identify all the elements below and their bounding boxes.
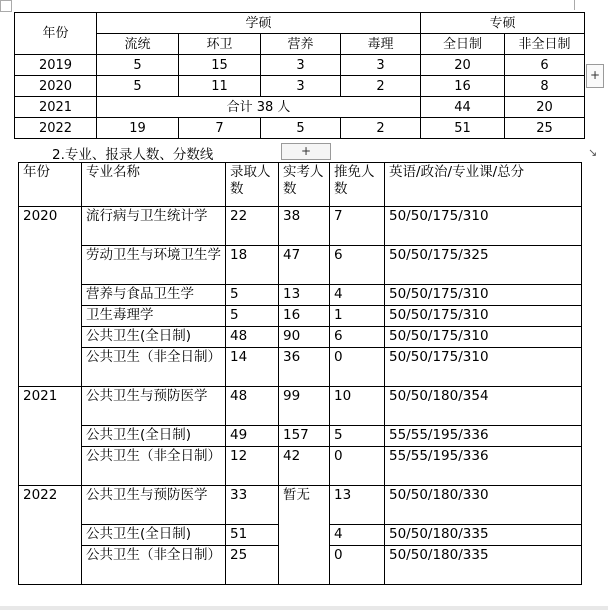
count-cell: 3 <box>261 55 341 76</box>
year-cell: 2022 <box>19 486 82 585</box>
count-cell: 16 <box>421 76 505 97</box>
count-cell: 20 <box>505 97 585 118</box>
table-row <box>15 13 585 34</box>
tested-cell: 157 <box>279 426 330 447</box>
exempt-cell: 0 <box>330 447 385 486</box>
table-row <box>15 118 585 139</box>
major-cell: 流行病与卫生统计学 <box>82 207 226 246</box>
table-move-handle[interactable] <box>0 0 12 12</box>
score-cell: 50/50/180/330 <box>385 486 582 525</box>
exempt-cell: 0 <box>330 546 385 585</box>
add-column-button[interactable]: + <box>586 64 604 88</box>
count-cell: 3 <box>341 55 421 76</box>
count-cell: 20 <box>421 55 505 76</box>
header-cell: 推免人数 <box>330 163 385 207</box>
major-cell: 公共卫生与预防医学 <box>82 486 226 525</box>
major-cell: 营养与食品卫生学 <box>82 285 226 306</box>
score-cell: 50/50/175/310 <box>385 348 582 387</box>
table-row <box>19 387 582 426</box>
admitted-cell: 18 <box>226 246 279 285</box>
exempt-cell: 4 <box>330 525 385 546</box>
count-cell: 6 <box>505 55 585 76</box>
exempt-cell: 10 <box>330 387 385 426</box>
year-cell: 2021 <box>15 97 97 118</box>
count-cell: 7 <box>179 118 261 139</box>
tested-cell: 38 <box>279 207 330 246</box>
score-cell: 50/50/180/335 <box>385 546 582 585</box>
admitted-cell: 48 <box>226 327 279 348</box>
exempt-cell: 6 <box>330 327 385 348</box>
count-cell: 3 <box>261 76 341 97</box>
tested-cell: 42 <box>279 447 330 486</box>
count-cell: 51 <box>421 118 505 139</box>
major-cell: 劳动卫生与环境卫生学 <box>82 246 226 285</box>
major-cell: 公共卫生(全日制) <box>82 327 226 348</box>
table-row <box>15 76 585 97</box>
tested-cell: 36 <box>279 348 330 387</box>
enrollment-count-table <box>14 12 585 139</box>
admitted-cell: 14 <box>226 348 279 387</box>
professional-header: 专硕 <box>421 13 585 34</box>
subheader-cell: 流统 <box>97 34 179 55</box>
year-cell: 2019 <box>15 55 97 76</box>
subheader-cell: 营养 <box>261 34 341 55</box>
exempt-cell: 7 <box>330 207 385 246</box>
admitted-cell: 12 <box>226 447 279 486</box>
major-score-table <box>18 162 582 585</box>
score-cell: 50/50/175/310 <box>385 306 582 327</box>
table-resize-handle[interactable]: ↘ <box>588 146 598 159</box>
tested-cell: 13 <box>279 285 330 306</box>
admitted-cell: 49 <box>226 426 279 447</box>
score-cell: 50/50/175/310 <box>385 285 582 306</box>
admitted-cell: 5 <box>226 285 279 306</box>
admitted-cell: 22 <box>226 207 279 246</box>
count-cell: 44 <box>421 97 505 118</box>
count-cell: 5 <box>97 55 179 76</box>
table-row <box>19 163 582 207</box>
table-row <box>19 486 582 525</box>
exempt-cell: 1 <box>330 306 385 327</box>
admitted-cell: 25 <box>226 546 279 585</box>
tested-cell: 16 <box>279 306 330 327</box>
subheader-cell: 环卫 <box>179 34 261 55</box>
major-cell: 公共卫生与预防医学 <box>82 387 226 426</box>
table-row <box>19 426 582 447</box>
score-cell: 55/55/195/336 <box>385 426 582 447</box>
count-cell: 25 <box>505 118 585 139</box>
year-cell: 2021 <box>19 387 82 486</box>
table-row <box>19 246 582 285</box>
major-cell: 公共卫生（非全日制） <box>82 447 226 486</box>
score-cell: 50/50/175/310 <box>385 327 582 348</box>
page-corner-mark <box>574 0 585 10</box>
year-cell: 2020 <box>15 76 97 97</box>
subheader-cell: 全日制 <box>421 34 505 55</box>
score-cell: 50/50/175/325 <box>385 246 582 285</box>
header-cell: 英语/政治/专业课/总分 <box>385 163 582 207</box>
major-cell: 卫生毒理学 <box>82 306 226 327</box>
table-row <box>19 327 582 348</box>
exempt-cell: 4 <box>330 285 385 306</box>
table-row <box>19 285 582 306</box>
year-cell: 2022 <box>15 118 97 139</box>
table-row <box>15 55 585 76</box>
tested-cell: 99 <box>279 387 330 426</box>
major-cell: 公共卫生(全日制) <box>82 525 226 546</box>
table-row <box>19 348 582 387</box>
header-cell: 录取人数 <box>226 163 279 207</box>
header-cell: 实考人数 <box>279 163 330 207</box>
tested-merged-cell: 暂无 <box>279 486 330 585</box>
score-cell: 55/55/195/336 <box>385 447 582 486</box>
table-row <box>15 97 585 118</box>
total-merged-cell: 合计 38 人 <box>97 97 421 118</box>
subheader-cell: 非全日制 <box>505 34 585 55</box>
count-cell: 5 <box>261 118 341 139</box>
academic-header: 学硕 <box>97 13 421 34</box>
year-cell: 2020 <box>19 207 82 387</box>
section-caption: 2.专业、报录人数、分数线 <box>52 147 214 163</box>
count-cell: 2 <box>341 118 421 139</box>
table-row <box>19 207 582 246</box>
count-cell: 11 <box>179 76 261 97</box>
exempt-cell: 0 <box>330 348 385 387</box>
count-cell: 15 <box>179 55 261 76</box>
admitted-cell: 51 <box>226 525 279 546</box>
major-cell: 公共卫生（非全日制） <box>82 348 226 387</box>
exempt-cell: 6 <box>330 246 385 285</box>
header-cell: 年份 <box>19 163 82 207</box>
table-row <box>15 34 585 55</box>
score-cell: 50/50/175/310 <box>385 207 582 246</box>
tested-cell: 47 <box>279 246 330 285</box>
add-row-button[interactable]: + <box>281 143 331 160</box>
score-cell: 50/50/180/354 <box>385 387 582 426</box>
count-cell: 2 <box>341 76 421 97</box>
admitted-cell: 5 <box>226 306 279 327</box>
count-cell: 19 <box>97 118 179 139</box>
table-row <box>19 447 582 486</box>
table-row <box>19 306 582 327</box>
major-cell: 公共卫生（非全日制） <box>82 546 226 585</box>
admitted-cell: 33 <box>226 486 279 525</box>
year-header: 年份 <box>15 13 97 55</box>
tested-cell: 90 <box>279 327 330 348</box>
subheader-cell: 毒理 <box>341 34 421 55</box>
major-cell: 公共卫生(全日制) <box>82 426 226 447</box>
admitted-cell: 48 <box>226 387 279 426</box>
header-cell: 专业名称 <box>82 163 226 207</box>
exempt-cell: 13 <box>330 486 385 525</box>
exempt-cell: 5 <box>330 426 385 447</box>
score-cell: 50/50/180/335 <box>385 525 582 546</box>
count-cell: 8 <box>505 76 585 97</box>
horizontal-scrollbar[interactable] <box>0 606 608 610</box>
count-cell: 5 <box>97 76 179 97</box>
